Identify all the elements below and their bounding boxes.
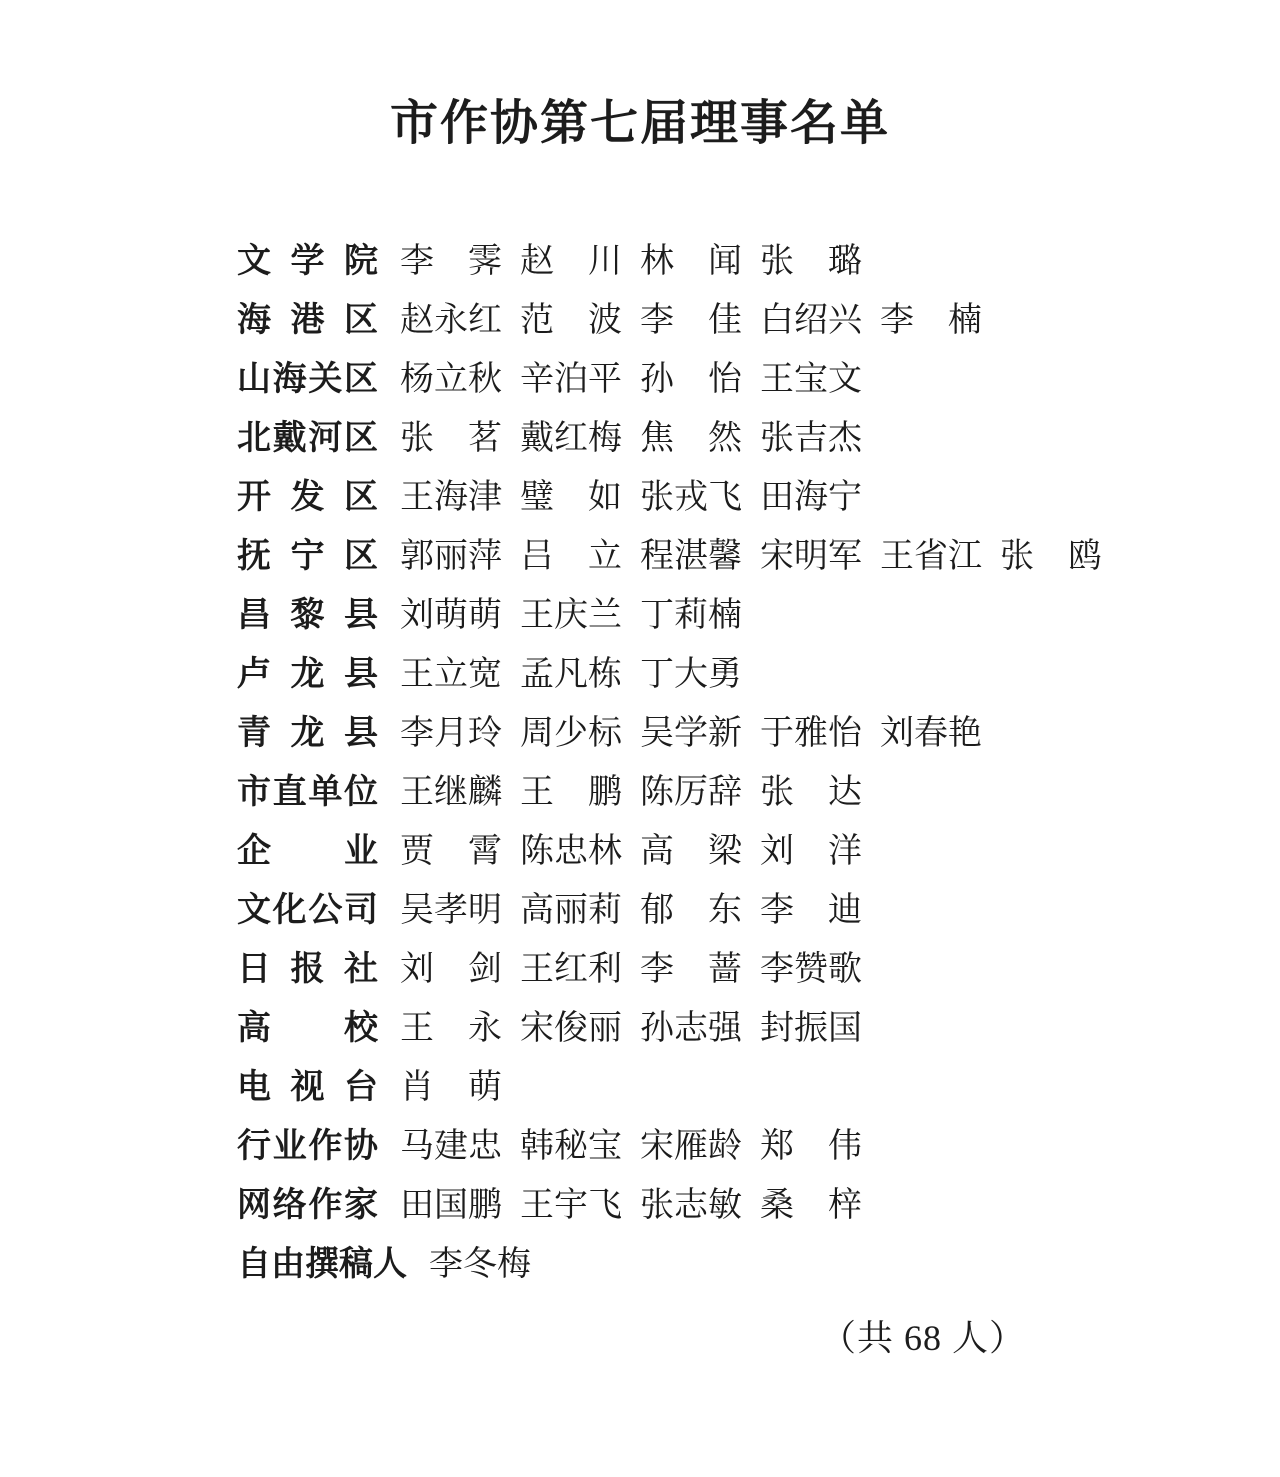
member-name: 李 楠 [880, 302, 982, 339]
total-count: （共 68 人） [820, 1318, 1027, 1358]
member-name: 范 波 [520, 302, 622, 339]
roster-row [237, 287, 1280, 346]
member-name: 周少标 [520, 715, 622, 752]
roster-row [237, 1054, 1280, 1113]
member-names [400, 292, 1000, 341]
roster-row [237, 995, 1280, 1054]
member-name: 张吉杰 [760, 420, 862, 457]
member-name: 李 霁 [400, 243, 502, 280]
member-name: 张 茗 [400, 420, 502, 457]
roster-row [237, 936, 1280, 995]
member-name: 吕 立 [520, 538, 622, 575]
member-name: 吴学新 [640, 715, 742, 752]
roster-row [237, 1172, 1280, 1231]
category-label: 文学院 [237, 243, 378, 280]
member-name: 王 永 [400, 1010, 502, 1047]
roster-row [237, 700, 1280, 759]
roster-row [237, 1231, 1280, 1290]
member-name: 丁莉楠 [640, 597, 742, 634]
member-names [400, 587, 760, 636]
member-name: 程湛馨 [640, 538, 742, 575]
roster-row [237, 818, 1280, 877]
member-name: 王宇飞 [520, 1187, 622, 1224]
member-name: 李 迪 [760, 892, 862, 929]
member-name: 赵 川 [520, 243, 622, 280]
member-name: 刘 洋 [760, 833, 862, 870]
category-label: 高校 [237, 1010, 378, 1047]
member-name: 王继麟 [400, 774, 502, 811]
member-names [400, 882, 880, 931]
roster-row [237, 464, 1280, 523]
member-name: 戴红梅 [520, 420, 622, 457]
category-label: 抚宁区 [237, 538, 378, 575]
category-label: 文化公司 [237, 892, 378, 929]
member-name: 田海宁 [760, 479, 862, 516]
roster-row [237, 759, 1280, 818]
member-name: 王庆兰 [520, 597, 622, 634]
member-name: 高 梁 [640, 833, 742, 870]
roster-row [237, 523, 1280, 582]
member-name: 李赞歌 [760, 951, 862, 988]
member-names [400, 823, 880, 872]
member-name: 于雅怡 [760, 715, 862, 752]
member-names [400, 1000, 880, 1049]
category-label: 市直单位 [237, 774, 378, 811]
member-names [400, 528, 1120, 577]
member-name: 田国鹏 [400, 1187, 502, 1224]
member-name: 李月玲 [400, 715, 502, 752]
member-name: 孙志强 [640, 1010, 742, 1047]
category-label: 卢龙县 [237, 656, 378, 693]
category-label: 电视台 [237, 1069, 378, 1106]
member-name: 林 闻 [640, 243, 742, 280]
member-name: 刘 剑 [400, 951, 502, 988]
roster [237, 228, 1280, 1290]
member-name: 丁大勇 [640, 656, 742, 693]
roster-row [237, 228, 1280, 287]
member-name: 贾 霄 [400, 833, 502, 870]
member-name: 赵永红 [400, 302, 502, 339]
category-label: 行业作协 [237, 1128, 378, 1165]
member-names [400, 646, 760, 695]
member-name: 李冬梅 [429, 1246, 531, 1283]
category-label: 企业 [237, 833, 378, 870]
category-label: 山海关区 [237, 361, 378, 398]
member-name: 孙 怡 [640, 361, 742, 398]
roster-row [237, 405, 1280, 464]
category-label: 自由撰稿人 [237, 1246, 407, 1283]
member-name: 璧 如 [520, 479, 622, 516]
member-name: 韩秘宝 [520, 1128, 622, 1165]
category-label: 昌黎县 [237, 597, 378, 634]
member-name: 郁 东 [640, 892, 742, 929]
member-name: 宋明军 [760, 538, 862, 575]
member-name: 张 达 [760, 774, 862, 811]
member-names [400, 1059, 520, 1108]
document-title: 市作协第七届理事名单 [389, 97, 890, 150]
member-name: 王海津 [400, 479, 502, 516]
member-name: 宋俊丽 [520, 1010, 622, 1047]
member-names [400, 1118, 880, 1167]
member-names [400, 233, 880, 282]
member-name: 桑 梓 [760, 1187, 862, 1224]
member-name: 辛泊平 [520, 361, 622, 398]
member-name: 高丽莉 [520, 892, 622, 929]
member-names [400, 469, 880, 518]
member-name: 宋雁龄 [640, 1128, 742, 1165]
category-label: 开发区 [237, 479, 378, 516]
member-name: 陈忠林 [520, 833, 622, 870]
member-names [400, 705, 1000, 754]
member-names [400, 941, 880, 990]
member-names [400, 764, 880, 813]
category-label: 网络作家 [237, 1187, 378, 1224]
category-label: 海港区 [237, 302, 378, 339]
member-name: 焦 然 [640, 420, 742, 457]
member-name: 王宝文 [760, 361, 862, 398]
member-name: 郑 伟 [760, 1128, 862, 1165]
roster-row [237, 641, 1280, 700]
member-name: 封振国 [760, 1010, 862, 1047]
roster-row [237, 877, 1280, 936]
roster-row [237, 346, 1280, 405]
member-names [400, 410, 880, 459]
member-name: 王省江 [880, 538, 982, 575]
member-name: 张戎飞 [640, 479, 742, 516]
roster-row [237, 1113, 1280, 1172]
member-name: 王红利 [520, 951, 622, 988]
member-name: 陈厉辞 [640, 774, 742, 811]
member-name: 张 鸥 [1000, 538, 1102, 575]
member-name: 王 鹏 [520, 774, 622, 811]
member-name: 张 璐 [760, 243, 862, 280]
member-names [400, 351, 880, 400]
member-name: 李 佳 [640, 302, 742, 339]
member-name: 吴孝明 [400, 892, 502, 929]
member-name: 白绍兴 [760, 302, 862, 339]
member-name: 孟凡栋 [520, 656, 622, 693]
member-name: 郭丽萍 [400, 538, 502, 575]
member-name: 肖 萌 [400, 1069, 502, 1106]
member-name: 李 蔷 [640, 951, 742, 988]
category-label: 青龙县 [237, 715, 378, 752]
category-label: 北戴河区 [237, 420, 378, 457]
member-name: 杨立秋 [400, 361, 502, 398]
member-names [400, 1177, 880, 1226]
roster-row [237, 582, 1280, 641]
member-name: 张志敏 [640, 1187, 742, 1224]
member-name: 刘萌萌 [400, 597, 502, 634]
category-label: 日报社 [237, 951, 378, 988]
member-name: 王立宽 [400, 656, 502, 693]
member-name: 刘春艳 [880, 715, 982, 752]
member-names [429, 1236, 549, 1285]
member-name: 马建忠 [400, 1128, 502, 1165]
